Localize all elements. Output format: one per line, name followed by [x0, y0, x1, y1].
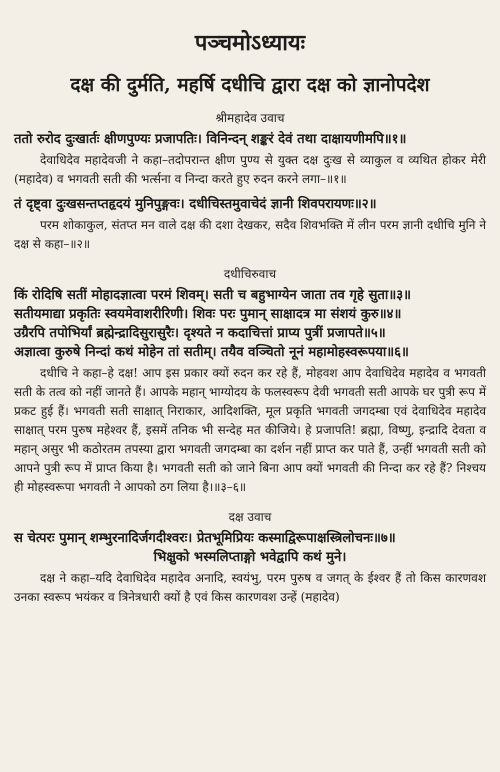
speaker-heading: श्रीमहादेव उवाच: [215, 111, 285, 125]
hindi-translation: दधीचि ने कहा–हे दक्ष! आप इस प्रकार क्यों रुदन कर रहे हैं, मोहवश आप देवाधिदेव महादेव व भगवती सती के तत्व को नहीं जानते हैं। आपके महान् भाग्योदय के फलस्वरूप देवी भगवती सती आपके घर पुत्री रूप में प्रकट हुई हैं। भगवती सती साक्षात् निराकार, आदिशक्ति, मूल प्रकृति भगवती जगदम्बा एवं देवाधिदेव महादेव साक्षात् परम पुरुष महेश्वर हैं, इसमें तनिक भी सन्देह मत कीजिये। हे प्रजापति! ब्रह्मा, विष्णु, इन्द्रादि देवता व महान् असुर भी कठोरतम तपस्या द्वारा भगवती जगदम्बा का दर्शन नहीं प्राप्त कर पाते हैं, उन्हीं भगवती सती को आपने पुत्री रूप में प्राप्त किया है। भगवती सती को जाने बिना आप क्यों भगवती की निन्दा कर रहे हैं? निश्चय ही मोहस्वरूपा भगवती ने आपको ठग लिया है।॥३–६॥: [14, 366, 486, 494]
sanskrit-verse: ततो रुरोद दुःखार्तः क्षीणपुण्यः प्रजापतिः। विनिन्दन् शङ्करं देवं तथा दाक्षायणीमपि॥१॥: [14, 132, 407, 147]
speaker-heading: दक्ष उवाच: [228, 510, 272, 524]
hindi-translation: देवाधिदेव महादेवजी ने कहा–तदोपरान्त क्षीण पुण्य से युक्त दक्ष दुःख से व्याकुल व व्यथित होकर मेरी (महादेव) व भगवती सती की भर्त्सना व निन्दा करते हुए रुदन करने लगा–॥१॥: [14, 153, 486, 186]
hindi-translation: दक्ष ने कहा–यदि देवाधिदेव महादेव अनादि, स्वयंभु, परम पुरुष व जगत् के ईश्वर हैं तो किस कारणवश उनका स्वरूप भयंकर व त्रिनेत्रधारी क्यों है एवं किस कारणवश उन्हें (महादेव): [14, 571, 486, 604]
chapter-title: पञ्चमोऽध्यायः: [194, 30, 306, 56]
sanskrit-verse: सतीयमाद्या प्रकृतिः स्वयमेवाशरीरिणी। शिवः परः पुमान् साक्षादत्र मा संशयं कुरु॥४॥: [14, 307, 402, 322]
chapter-subtitle: दक्ष की दुर्मति, महर्षि दधीचि द्वारा दक्ष को ज्ञानोपदेश: [70, 74, 430, 96]
sanskrit-verse: भिक्षुको भस्मलिप्ताङ्गो भवेद्वापि कथं मुने।: [153, 550, 347, 565]
sanskrit-verse: किं रोदिषि सतीं मोहादज्ञात्वा परमं शिवम्। सती च बहुभाग्येन जाता तव गृहे सुता॥३॥: [14, 288, 411, 303]
speaker-heading: दधीचिरुवाच: [223, 267, 277, 281]
sanskrit-verse: उग्रैरपि तपोभिर्यां ब्रह्मेन्द्रादिसुरासुरैः। दृश्यते न कदाचित्तां प्राप्य पुत्रीं प्रजापते॥५॥: [14, 326, 386, 341]
sanskrit-verse: तं दृष्ट्वा दुःखसन्तप्तहृदयं मुनिपुङ्गवः। दधीचिस्तमुवाचेदं ज्ञानी शिवपरायणः॥२॥: [14, 197, 377, 212]
sanskrit-verse: स चेत्परः पुमान् शम्भुरनादिर्जगदीश्वरः। प्रेतभूमिप्रियः कस्माद्विरूपाक्षस्त्रिलोचनः॥७॥: [14, 531, 396, 546]
hindi-translation: परम शोकाकुल, संतप्त मन वाले दक्ष की दशा देखकर, सदैव शिवभक्ति में लीन परम ज्ञानी दधीचि मुनि ने दक्ष से कहा–॥२॥: [14, 218, 486, 251]
sanskrit-verse: अज्ञात्वा कुरुषे निन्दां कथं मोहेन तां सतीम्। तयैव वञ्चितो नूनं महामोहस्वरूपया॥६॥: [14, 345, 409, 360]
